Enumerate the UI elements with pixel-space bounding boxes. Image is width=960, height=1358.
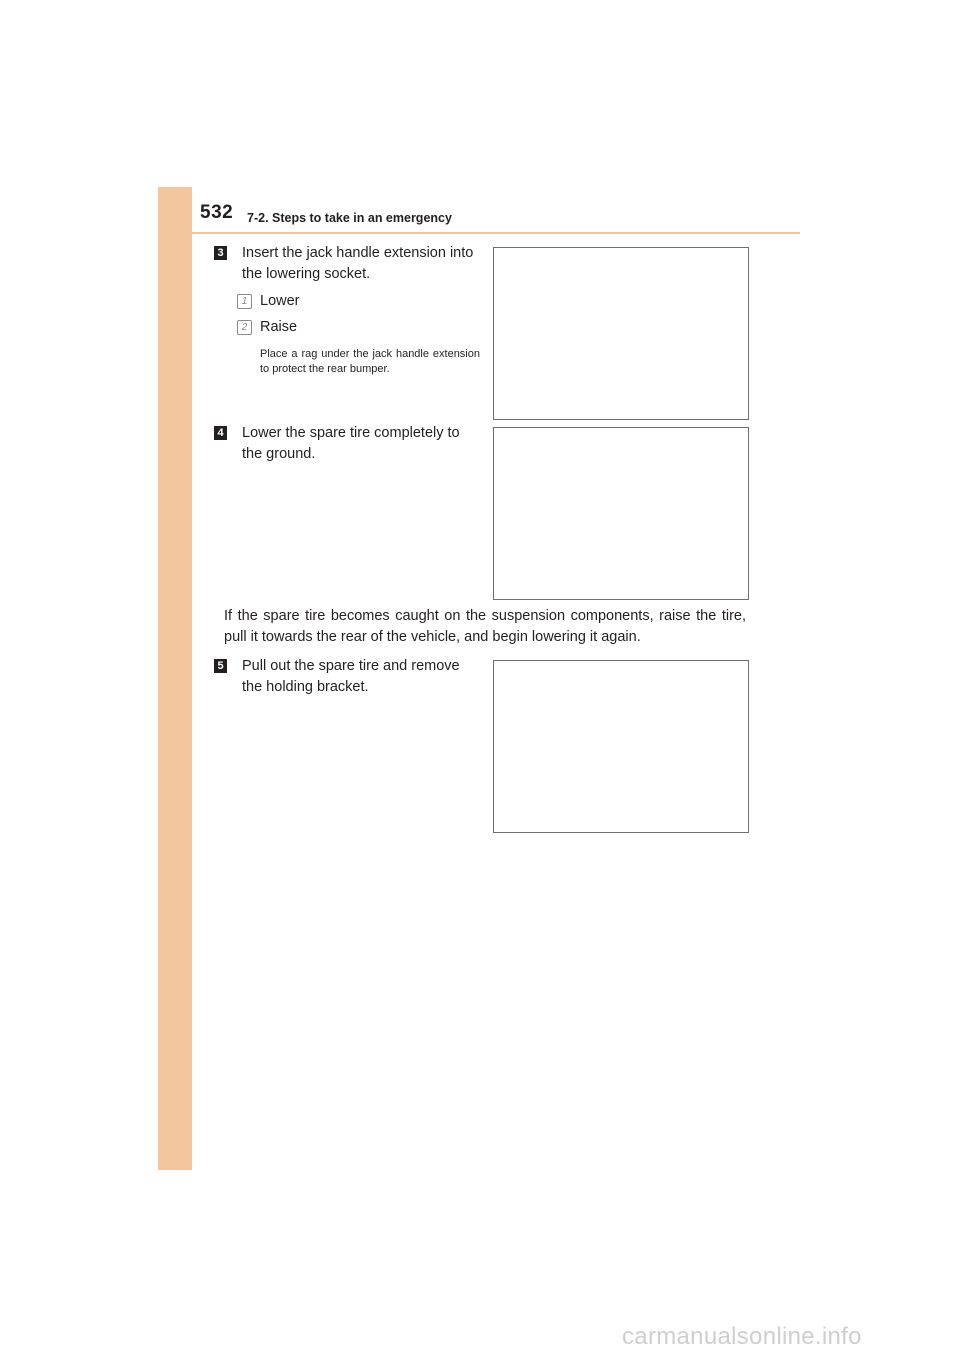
step-4-line-2: the ground. [242, 446, 316, 462]
step-5-line-2: the holding bracket. [242, 679, 369, 695]
step-4-line-1: Lower the spare tire completely to [242, 425, 460, 441]
step-4-text [242, 423, 480, 465]
step-3-note: Place a rag under the jack handle extension to protect the rear bumper. [260, 348, 480, 375]
item-2-label: Raise [260, 319, 298, 335]
step-5-illustration [493, 660, 749, 833]
page-number: 532 [200, 202, 234, 223]
caught-tire-paragraph: If the spare tire becomes caught on the suspension components, raise the tire, pull it towards the rear of the vehicle, and begin lowering it again. [224, 608, 746, 645]
step-5-text [242, 656, 480, 698]
chapter-side-band [158, 187, 192, 1170]
step-5-badge: 5 [214, 659, 227, 673]
step-4-badge: 4 [214, 426, 227, 440]
watermark: carmanualsonline.info [622, 1323, 862, 1350]
step-3-text [242, 243, 480, 285]
step-3-line-2: the lowering socket. [242, 266, 371, 282]
step-3-line-1: Insert the jack handle extension into [242, 245, 474, 261]
step-5-line-1: Pull out the spare tire and remove [242, 658, 460, 674]
item-1-marker: 1 [237, 294, 252, 309]
item-1-label: Lower [260, 293, 300, 309]
step-4-illustration [493, 427, 749, 600]
step-3-illustration [493, 247, 749, 420]
section-title: 7-2. Steps to take in an emergency [247, 211, 452, 225]
header-rule [192, 232, 800, 234]
item-2-marker: 2 [237, 320, 252, 335]
step-3-badge: 3 [214, 246, 227, 260]
